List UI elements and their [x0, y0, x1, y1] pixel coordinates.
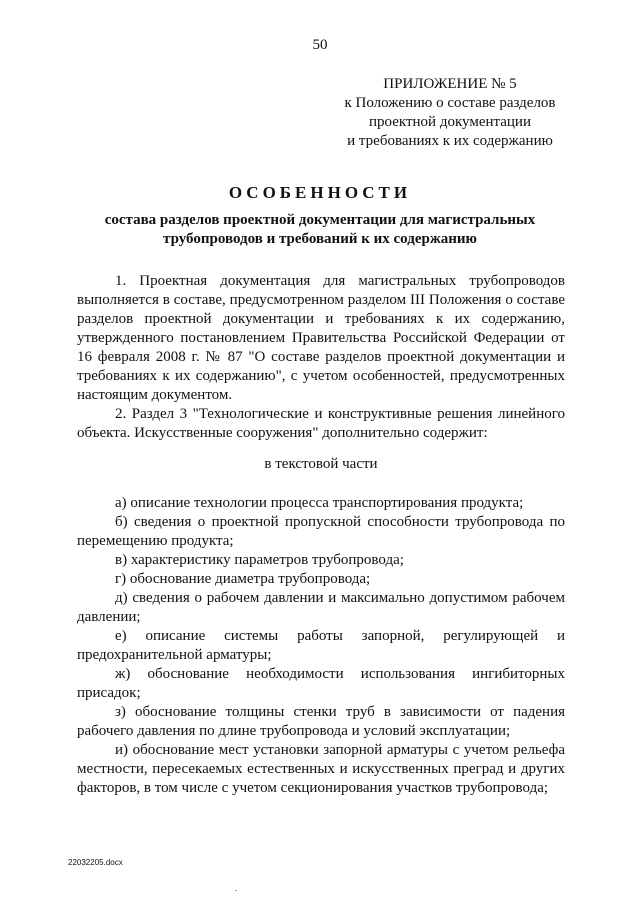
section-heading: в текстовой части: [264, 456, 378, 472]
list-item-a: а) описание технологии процесса транспортирования продукта;: [115, 495, 524, 511]
appendix-line-1: к Положению о составе разделов: [344, 95, 556, 111]
appendix-block: [330, 75, 570, 151]
list-item-v: в) характеристику параметров трубопровода;: [115, 552, 404, 568]
list-item-zh: ж) обоснование необходимости использования ингибиторных присадок;: [77, 666, 565, 701]
appendix-title: ПРИЛОЖЕНИЕ № 5: [383, 76, 517, 92]
document-body: [77, 272, 565, 798]
list-item-g: г) обоснование диаметра трубопровода;: [115, 571, 371, 587]
list-item-b: б) сведения о проектной пропускной способности трубопровода по перемещению продукта;: [77, 514, 565, 549]
document-title: ОСОБЕННОСТИ: [228, 183, 412, 202]
footer-filename: 22032205.docx: [68, 858, 123, 867]
paragraph-2: 2. Раздел 3 "Технологические и конструктивные решения линейного объекта. Искусственные сооружения" дополнительно содержит:: [77, 406, 565, 441]
list-item-i: и) обоснование мест установки запорной арматуры с учетом рельефа местности, пересекаемых естественных и искусственных преград и других факторов, в том числе с учетом секционирования участков трубопровода;: [77, 742, 565, 796]
appendix-line-2: проектной документации: [369, 114, 531, 130]
document-subtitle: состава разделов проектной документации для магистральных трубопроводов и требований к их содержанию: [104, 212, 536, 247]
page-number: 50: [312, 37, 328, 53]
footer-dot: .: [235, 884, 237, 893]
list-item-d: д) сведения о рабочем давлении и максимально допустимом рабочем давлении;: [77, 590, 565, 625]
list-item-z: з) обоснование толщины стенки труб в зависимости от падения рабочего давления по длине трубопровода и условий эксплуатации;: [77, 704, 565, 739]
appendix-line-3: и требованиях к их содержанию: [347, 133, 553, 149]
paragraph-1: 1. Проектная документация для магистральных трубопроводов выполняется в составе, предусмотренном разделом III Положения о составе разделов проектной документации и требованиях к их содержанию, утвержденного постановлением Правительства Российской Федерации от 16 февраля 2008 г. № 87 "О составе разделов проектной документации и требованиях к их содержанию", с учетом особенностей, предусмотренных настоящим документом.: [77, 273, 565, 403]
list-item-e: е) описание системы работы запорной, регулирующей и предохранительной арматуры;: [77, 628, 565, 663]
